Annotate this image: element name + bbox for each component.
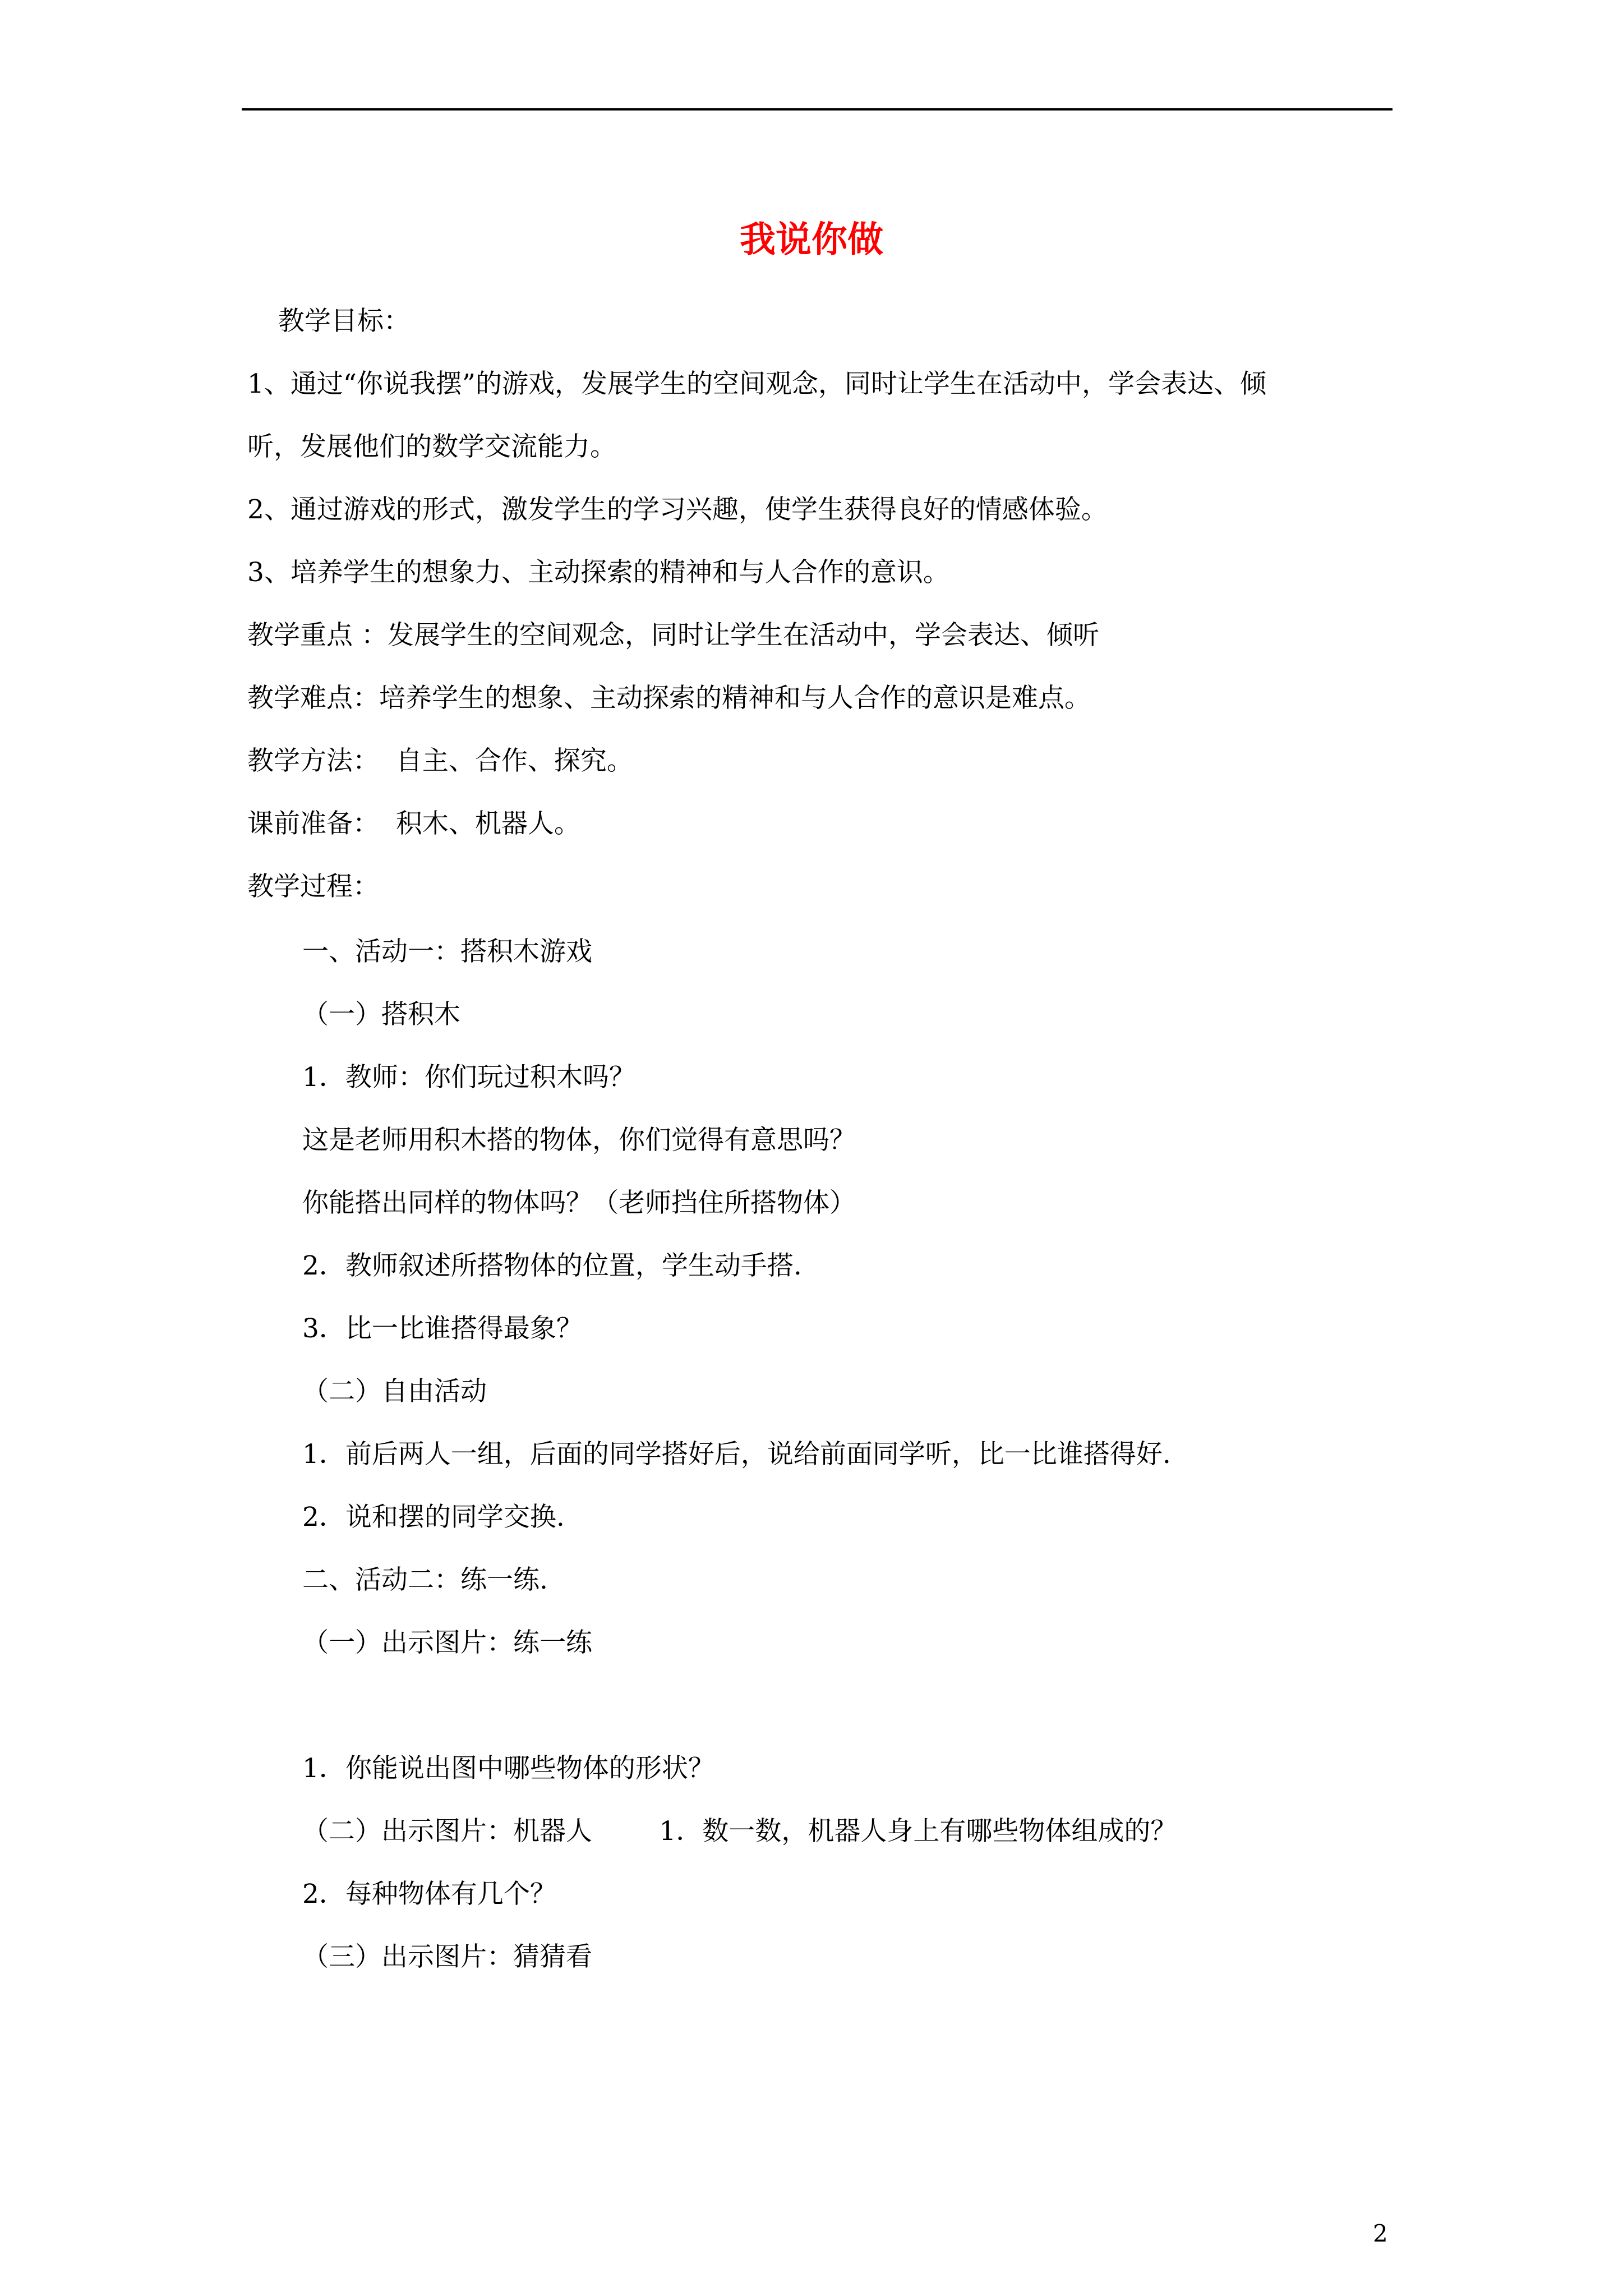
activity-1-part-2-step-1: 1．前后两人一组，后面的同学搭好后，说给前面同学听，比一比谁搭得好.: [302, 1439, 1171, 1470]
activity-2-heading: 二、活动二：练一练.: [302, 1565, 548, 1595]
heading-goals: 教学目标：: [278, 306, 410, 337]
document-title: 我说你做: [740, 219, 883, 261]
preparation: 课前准备： 积木、机器人。: [247, 808, 580, 839]
header-rule: [242, 108, 1393, 111]
activity-1-part-1: （一）搭积木: [302, 999, 460, 1030]
activity-2-part-1-step-1: 1．你能说出图中哪些物体的形状？: [302, 1753, 714, 1784]
activity-1-part-1-step-1b: 这是老师用积木搭的物体，你们觉得有意思吗？: [302, 1125, 856, 1156]
activity-1-part-2: （二）自由活动: [302, 1376, 487, 1407]
activity-2-part-3: （三）出示图片：猜猜看: [302, 1941, 592, 1972]
goal-1-line-1: 1、通过“你说我摆”的游戏，发展学生的空间观念，同时让学生在活动中，学会表达、倾: [247, 369, 1266, 399]
process-heading: 教学过程：: [247, 871, 379, 902]
activity-2-part-2-step-2: 2．每种物体有几个？: [302, 1879, 556, 1910]
activity-1-part-2-step-2: 2．说和摆的同学交换.: [302, 1502, 565, 1533]
activity-2-part-1: （一）出示图片：练一练: [302, 1627, 592, 1658]
goal-3: 3、培养学生的想象力、主动探索的精神和与人合作的意识。: [247, 557, 949, 588]
goal-1-line-2: 听，发展他们的数学交流能力。: [247, 431, 616, 462]
teaching-method: 教学方法： 自主、合作、探究。: [247, 746, 633, 776]
activity-1-part-1-step-3: 3．比一比谁搭得最象？: [302, 1313, 583, 1344]
activity-2-part-2: （二）出示图片：机器人 1．数一数，机器人身上有哪些物体组成的？: [302, 1816, 1177, 1847]
activity-1-part-1-step-1c: 你能搭出同样的物体吗？（老师挡住所搭物体）: [302, 1188, 856, 1218]
goal-2: 2、通过游戏的形式，激发学生的学习兴趣，使学生获得良好的情感体验。: [247, 494, 1108, 525]
activity-1-heading: 一、活动一：搭积木游戏: [302, 936, 592, 967]
key-points: 教学重点 ：发展学生的空间观念，同时让学生在活动中，学会表达、倾听: [247, 620, 1099, 651]
activity-1-part-1-step-1: 1．教师：你们玩过积木吗？: [302, 1062, 635, 1093]
page-number: 2: [1373, 2220, 1388, 2247]
difficulty: 教学难点：培养学生的想象、主动探索的精神和与人合作的意识是难点。: [247, 683, 1091, 714]
activity-1-part-1-step-2: 2．教师叙述所搭物体的位置，学生动手搭.: [302, 1250, 802, 1281]
